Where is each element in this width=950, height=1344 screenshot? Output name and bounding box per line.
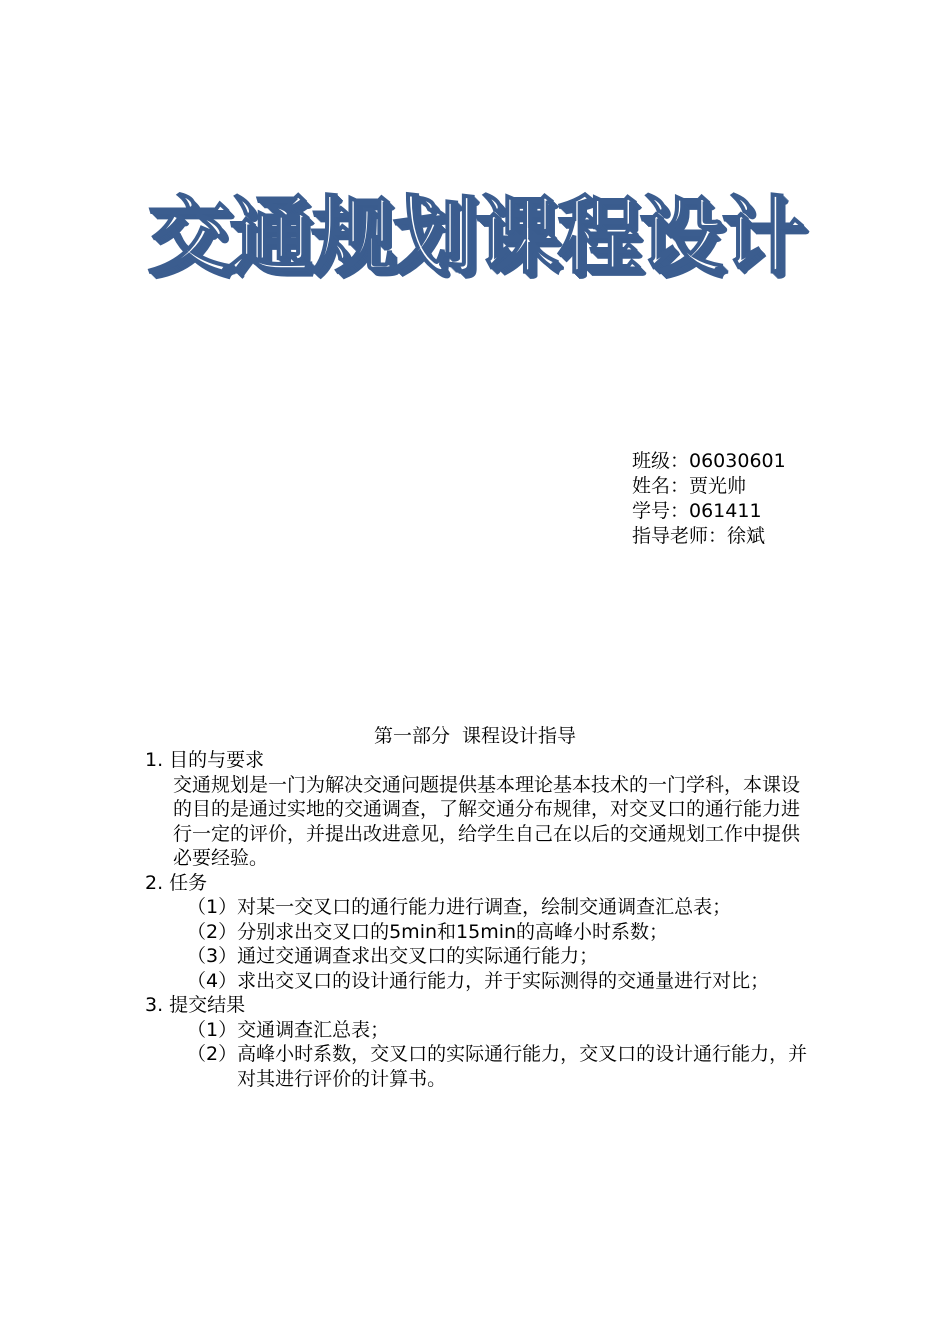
list-item-text: 通过交通调查求出交叉口的实际通行能力； [237,945,599,967]
student-id-field: 学号：061411 [632,500,762,522]
advisor-field: 指导老师：徐斌 [632,525,766,547]
list-item [145,944,810,969]
name-field: 姓名：贾光帅 [632,475,747,497]
section-heading-deliverables: 3. 提交结果 [145,994,246,1016]
list-item [145,969,810,994]
list-item-text: 求出交叉口的设计通行能力，并于实际测得的交通量进行对比； [237,969,770,992]
list-item [145,920,810,945]
list-item-text: 分别求出交叉口的5min和15min的高峰小时系数； [237,920,669,943]
section-heading-purpose: 1. 目的与要求 [145,749,265,771]
list-item-number: （3） [187,945,238,967]
list-item-number: （1） [187,896,238,918]
list-item-number: （2） [187,1043,238,1065]
list-item-text: 交通调查汇总表； [237,1018,390,1041]
list-item [145,1042,810,1091]
list-item-text: 对某一交叉口的通行能力进行调查，绘制交通调查汇总表； [237,896,732,918]
list-item-text: 高峰小时系数，交叉口的实际通行能力，交叉口的设计通行能力，并对其进行评价的计算书。 [237,1043,808,1090]
list-item-number: （4） [187,969,238,992]
part-heading: 第一部分 课程设计指导 [373,725,577,747]
document-body [145,748,810,1091]
class-field: 班级：06030601 [632,450,786,472]
list-item-number: （2） [187,920,238,943]
list-item-number: （1） [187,1018,238,1041]
purpose-paragraph: 交通规划是一门为解决交通问题提供基本理论基本技术的一门学科，本课设的目的是通过实地的交通调查，了解交通分布规律，对交叉口的通行能力进行一定的评价，并提出改进意见，给学生自己在以后的交通规划工作中提供必要经验。 [173,773,801,869]
list-item [145,895,810,920]
section-heading-tasks: 2. 任务 [145,871,208,894]
student-info-block [632,449,786,549]
list-item [145,1018,810,1043]
document-title: 交通规划课程设计 [146,187,803,285]
